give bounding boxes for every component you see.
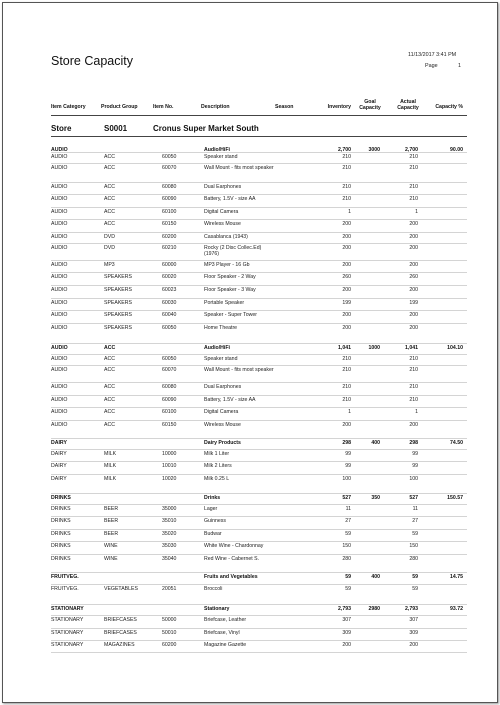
cell-inv: 200 <box>342 422 351 428</box>
cell-cat: AUDIO <box>51 274 68 280</box>
cell-inv: 99 <box>345 451 351 457</box>
cell-pct: 150.57 <box>447 495 463 501</box>
cell-no: 60040 <box>162 312 177 318</box>
cell-cat: FRUITVEG. <box>51 586 79 592</box>
row-divider <box>51 504 467 505</box>
row-divider <box>51 529 467 530</box>
row-divider <box>51 584 467 585</box>
cell-act: 11 <box>412 506 418 512</box>
cell-no: 35030 <box>162 543 177 549</box>
cell-pg: SPEAKERS <box>104 300 132 306</box>
cell-cat: DRINKS <box>51 506 71 512</box>
cell-pg: DVD <box>104 245 115 251</box>
cell-pg: ACC <box>104 184 115 190</box>
cell-act: 100 <box>409 476 418 482</box>
cell-inv: 260 <box>342 274 351 280</box>
cell-cat: STATIONARY <box>51 617 84 623</box>
cell-pg: ACC <box>104 356 115 362</box>
cell-pg: MAGAZINES <box>104 642 135 648</box>
cell-desc: Dual Earphones <box>204 184 242 190</box>
cell-cat: DRINKS <box>51 518 71 524</box>
row-divider <box>51 407 467 408</box>
cell-desc: Battery, 1.5V - size AA <box>204 397 256 403</box>
cell-act: 260 <box>409 274 418 280</box>
cell-cat: AUDIO <box>51 325 68 331</box>
cell-inv: 210 <box>342 196 351 202</box>
cell-inv: 2,793 <box>338 606 351 612</box>
cell-inv: 99 <box>345 463 351 469</box>
cell-pg: ACC <box>104 209 115 215</box>
row-divider <box>51 628 467 629</box>
row-divider <box>51 541 467 542</box>
cell-desc: Speaker - Super Tower <box>204 312 257 318</box>
report-datetime: 11/13/2017 3:41 PM <box>408 52 457 58</box>
row-divider <box>51 163 467 164</box>
cell-cat: AUDIO <box>51 397 68 403</box>
cell-inv: 200 <box>342 262 351 268</box>
cell-no: 35020 <box>162 531 177 537</box>
cell-pg: BRIEFCASES <box>104 617 137 623</box>
row-divider <box>51 382 467 383</box>
cell-cat: AUDIO <box>51 184 68 190</box>
cell-no: 60030 <box>162 300 177 306</box>
cell-act: 99 <box>412 451 418 457</box>
cell-cat: AUDIO <box>51 409 68 415</box>
cell-desc: Digital Camera <box>204 209 239 215</box>
col-item-category: Item Category <box>51 104 86 110</box>
cell-act: 27 <box>412 518 418 524</box>
cell-inv: 309 <box>342 630 351 636</box>
cell-cat: AUDIO <box>51 422 68 428</box>
cell-cat: AUDIO <box>51 356 68 362</box>
cell-pg: ACC <box>104 154 115 160</box>
cell-act: 99 <box>412 463 418 469</box>
cell-no: 60023 <box>162 287 177 293</box>
cell-no: 20051 <box>162 586 177 592</box>
header-rule <box>51 115 467 116</box>
cell-pg: BEER <box>104 518 119 524</box>
cell-inv: 150 <box>342 543 351 549</box>
cell-cat: DAIRY <box>51 451 67 457</box>
row-divider <box>51 365 467 366</box>
cell-desc: Budwar <box>204 531 222 537</box>
cell-pg: SPEAKERS <box>104 287 132 293</box>
cell-inv: 210 <box>342 384 351 390</box>
col-season: Season <box>275 104 294 110</box>
cell-act: 59 <box>412 574 418 580</box>
cell-act: 280 <box>409 556 418 562</box>
cell-act: 298 <box>409 440 418 446</box>
cell-cat: AUDIO <box>51 209 68 215</box>
col-inventory: Inventory <box>327 104 351 110</box>
cell-desc: Floor Speaker - 3 Way <box>204 287 256 293</box>
cell-no: 60150 <box>162 422 177 428</box>
store-rule <box>51 136 467 137</box>
cell-desc: Battery, 1.5V - size AA <box>204 196 256 202</box>
row-divider <box>51 354 467 355</box>
cell-cat: AUDIO <box>51 165 68 171</box>
cell-inv: 1 <box>348 409 351 415</box>
cell-pg: SPEAKERS <box>104 274 132 280</box>
cell-goal: 350 <box>371 495 380 501</box>
cell-desc: Stationary <box>204 606 230 612</box>
cell-no: 60150 <box>162 221 177 227</box>
cell-desc: White Wine - Chardonnay <box>204 543 264 549</box>
cell-goal: 3000 <box>368 147 380 153</box>
cell-act: 200 <box>409 312 418 318</box>
cell-act: 200 <box>409 642 418 648</box>
cell-no: 60070 <box>162 367 177 373</box>
cell-no: 10000 <box>162 451 177 457</box>
cell-no: 60080 <box>162 384 177 390</box>
cell-pct: 74.50 <box>450 440 463 446</box>
cell-act: 210 <box>409 165 418 171</box>
row-divider <box>51 343 467 344</box>
col-product-group: Product Group <box>101 104 138 110</box>
cell-desc: Milk 1 Liter <box>204 451 230 457</box>
row-divider <box>51 194 467 195</box>
cell-pg: ACC <box>104 409 115 415</box>
row-divider <box>51 438 467 439</box>
col-capacity-pct: Capacity % <box>435 104 463 110</box>
cell-desc: Portable Speaker <box>204 300 245 306</box>
row-divider <box>51 572 467 573</box>
column-headers <box>3 97 500 117</box>
cell-pg: ACC <box>104 221 115 227</box>
cell-pg: BEER <box>104 506 119 512</box>
row-divider <box>51 640 467 641</box>
cell-pg: MILK <box>104 463 117 469</box>
row-divider <box>51 182 467 183</box>
cell-no: 60200 <box>162 642 177 648</box>
cell-desc: Wireless Mouse <box>204 422 241 428</box>
cell-pg: ACC <box>104 196 115 202</box>
row-divider <box>51 243 467 244</box>
cell-desc: Magazine Gazette <box>204 642 247 648</box>
row-divider <box>51 420 467 421</box>
cell-cat: AUDIO <box>51 287 68 293</box>
cell-desc: Audio/HiFi <box>204 345 230 351</box>
cell-act: 200 <box>409 234 418 240</box>
cell-act: 2,793 <box>405 606 418 612</box>
cell-inv: 200 <box>342 312 351 318</box>
cell-desc: Drinks <box>204 495 221 501</box>
cell-desc: Guinness <box>204 518 226 524</box>
cell-inv: 307 <box>342 617 351 623</box>
cell-act: 59 <box>412 531 418 537</box>
cell-act: 150 <box>409 543 418 549</box>
cell-desc: Dairy Products <box>204 440 241 446</box>
row-divider <box>51 298 467 299</box>
cell-desc: Milk 2 Liters <box>204 463 232 469</box>
cell-inv: 280 <box>342 556 351 562</box>
cell-act: 309 <box>409 630 418 636</box>
row-divider <box>51 652 467 653</box>
cell-act: 1 <box>415 409 418 415</box>
cell-inv: 100 <box>342 476 351 482</box>
cell-act: 1 <box>415 209 418 215</box>
cell-desc: Audio/HiFi <box>204 147 230 153</box>
cell-desc: Wall Mount - fits most speaker <box>204 165 274 171</box>
cell-pct: 93.72 <box>450 606 463 612</box>
page-label: Page <box>425 63 438 69</box>
cell-no: 10020 <box>162 476 177 482</box>
cell-pg: ACC <box>104 367 115 373</box>
cell-no: 60050 <box>162 154 177 160</box>
row-divider <box>51 310 467 311</box>
cell-desc: Fruits and Vegetables <box>204 574 258 580</box>
cell-inv: 200 <box>342 234 351 240</box>
cell-act: 200 <box>409 325 418 331</box>
cell-pg: MILK <box>104 476 117 482</box>
cell-inv: 210 <box>342 184 351 190</box>
row-divider <box>51 461 467 462</box>
cell-inv: 59 <box>345 574 351 580</box>
row-divider <box>51 554 467 555</box>
cell-inv: 11 <box>345 506 351 512</box>
cell-desc: Red Wine - Cabernet S. <box>204 556 260 562</box>
cell-inv: 200 <box>342 221 351 227</box>
row-divider <box>51 232 467 233</box>
cell-pg: ACC <box>104 384 115 390</box>
cell-cat: DAIRY <box>51 463 67 469</box>
cell-goal: 400 <box>371 574 380 580</box>
cell-no: 60080 <box>162 184 177 190</box>
cell-desc: Speaker stand <box>204 356 238 362</box>
col-item-no: Item No. <box>153 104 174 110</box>
cell-act: 210 <box>409 154 418 160</box>
cell-inv: 1,041 <box>338 345 351 351</box>
cell-no: 60090 <box>162 397 177 403</box>
cell-no: 60200 <box>162 234 177 240</box>
cell-no: 60000 <box>162 262 177 268</box>
cell-act: 199 <box>409 300 418 306</box>
cell-inv: 200 <box>342 287 351 293</box>
cell-desc: Home Theatre <box>204 325 238 331</box>
cell-act: 307 <box>409 617 418 623</box>
cell-goal: 1000 <box>368 345 380 351</box>
cell-act: 59 <box>412 586 418 592</box>
cell-pct: 14.75 <box>450 574 463 580</box>
cell-act: 527 <box>409 495 418 501</box>
cell-cat: AUDIO <box>51 196 68 202</box>
cell-cat: DRINKS <box>51 495 71 501</box>
row-divider <box>51 615 467 616</box>
cell-desc: Milk 0.25 L <box>204 476 230 482</box>
cell-act: 200 <box>409 287 418 293</box>
cell-cat: AUDIO <box>51 312 68 318</box>
cell-cat: DAIRY <box>51 440 67 446</box>
cell-cat: STATIONARY <box>51 642 84 648</box>
cell-inv: 210 <box>342 367 351 373</box>
cell-inv: 1 <box>348 209 351 215</box>
cell-no: 10010 <box>162 463 177 469</box>
cell-no: 35010 <box>162 518 177 524</box>
cell-pg: DVD <box>104 234 115 240</box>
row-divider <box>51 152 467 153</box>
cell-pg: BRIEFCASES <box>104 630 137 636</box>
cell-pct: 104.10 <box>447 345 463 351</box>
col-actual-capacity: Actual Capacity <box>397 99 419 111</box>
row-divider <box>51 395 467 396</box>
row-divider <box>51 260 467 261</box>
cell-inv: 59 <box>345 531 351 537</box>
cell-pg: ACC <box>104 397 115 403</box>
store-code: S0001 <box>104 124 128 133</box>
cell-goal: 2980 <box>368 606 380 612</box>
cell-inv: 210 <box>342 165 351 171</box>
cell-cat: DRINKS <box>51 531 71 537</box>
cell-inv: 200 <box>342 325 351 331</box>
cell-desc: Wireless Mouse <box>204 221 241 227</box>
cell-inv: 200 <box>342 642 351 648</box>
cell-inv: 200 <box>342 245 351 251</box>
cell-pg: WINE <box>104 556 118 562</box>
cell-pg: SPEAKERS <box>104 312 132 318</box>
cell-pg: ACC <box>104 422 115 428</box>
cell-act: 2,700 <box>405 147 418 153</box>
cell-no: 60050 <box>162 356 177 362</box>
row-divider <box>51 449 467 450</box>
cell-no: 50000 <box>162 617 177 623</box>
cell-goal: 400 <box>371 440 380 446</box>
cell-cat: AUDIO <box>51 300 68 306</box>
cell-act: 210 <box>409 367 418 373</box>
cell-cat: DAIRY <box>51 476 67 482</box>
row-divider <box>51 516 467 517</box>
cell-act: 210 <box>409 384 418 390</box>
cell-inv: 2,700 <box>338 147 351 153</box>
cell-desc: Casablanca (1943) <box>204 234 248 240</box>
cell-act: 200 <box>409 245 418 251</box>
cell-inv: 298 <box>342 440 351 446</box>
cell-cat: AUDIO <box>51 147 68 153</box>
cell-pct: 90.00 <box>450 147 463 153</box>
report-title: Store Capacity <box>51 54 133 68</box>
cell-pg: BEER <box>104 531 119 537</box>
cell-pg: VEGETABLES <box>104 586 138 592</box>
cell-inv: 527 <box>342 495 351 501</box>
cell-pg: WINE <box>104 543 118 549</box>
cell-act: 210 <box>409 184 418 190</box>
cell-cat: STATIONARY <box>51 606 84 612</box>
row-divider <box>51 323 467 324</box>
cell-inv: 210 <box>342 356 351 362</box>
row-divider <box>51 285 467 286</box>
cell-desc: Briefcase, Leather <box>204 617 247 623</box>
cell-pg: MP3 <box>104 262 115 268</box>
cell-no: 60210 <box>162 245 177 251</box>
row-divider <box>51 493 467 494</box>
cell-no: 60100 <box>162 409 177 415</box>
cell-act: 200 <box>409 422 418 428</box>
cell-no: 60020 <box>162 274 177 280</box>
row-divider <box>51 207 467 208</box>
cell-act: 210 <box>409 196 418 202</box>
col-description: Description <box>201 104 230 110</box>
cell-desc: Dual Earphones <box>204 384 242 390</box>
cell-pg: ACC <box>104 345 116 351</box>
cell-no: 60070 <box>162 165 177 171</box>
cell-inv: 199 <box>342 300 351 306</box>
cell-pg: SPEAKERS <box>104 325 132 331</box>
cell-desc: Briefcase, Vinyl <box>204 630 240 636</box>
cell-desc: Rocky (2 Disc Collec.Ed) (1976) <box>204 245 262 257</box>
report-page <box>2 2 498 703</box>
cell-cat: AUDIO <box>51 234 68 240</box>
cell-desc: Floor Speaker - 2 Way <box>204 274 256 280</box>
cell-cat: STATIONARY <box>51 630 84 636</box>
cell-cat: AUDIO <box>51 367 68 373</box>
row-divider <box>51 604 467 605</box>
cell-desc: MP3 Player - 16 Gb <box>204 262 250 268</box>
row-divider <box>51 474 467 475</box>
cell-no: 60050 <box>162 325 177 331</box>
cell-cat: AUDIO <box>51 221 68 227</box>
cell-no: 50010 <box>162 630 177 636</box>
cell-cat: DRINKS <box>51 543 71 549</box>
cell-act: 200 <box>409 221 418 227</box>
row-divider <box>51 272 467 273</box>
cell-desc: Speaker stand <box>204 154 238 160</box>
cell-inv: 27 <box>345 518 351 524</box>
col-goal-capacity: Goal Capacity <box>359 99 381 111</box>
cell-no: 60100 <box>162 209 177 215</box>
cell-no: 35000 <box>162 506 177 512</box>
cell-cat: FRUITVEG. <box>51 574 79 580</box>
cell-cat: DRINKS <box>51 556 71 562</box>
cell-act: 210 <box>409 356 418 362</box>
cell-cat: AUDIO <box>51 262 68 268</box>
page-number: 1 <box>458 63 461 69</box>
cell-desc: Broccoli <box>204 586 223 592</box>
cell-no: 60090 <box>162 196 177 202</box>
cell-cat: AUDIO <box>51 245 68 251</box>
cell-desc: Lager <box>204 506 218 512</box>
cell-inv: 59 <box>345 586 351 592</box>
cell-act: 200 <box>409 262 418 268</box>
cell-no: 35040 <box>162 556 177 562</box>
store-name: Cronus Super Market South <box>153 124 259 133</box>
cell-cat: AUDIO <box>51 384 68 390</box>
cell-inv: 210 <box>342 397 351 403</box>
cell-cat: AUDIO <box>51 154 68 160</box>
cell-cat: AUDIO <box>51 345 68 351</box>
row-divider <box>51 219 467 220</box>
cell-desc: Wall Mount - fits most speaker <box>204 367 274 373</box>
cell-desc: Digital Camera <box>204 409 239 415</box>
cell-pg: MILK <box>104 451 117 457</box>
cell-act: 210 <box>409 397 418 403</box>
cell-inv: 210 <box>342 154 351 160</box>
store-label: Store <box>51 124 72 133</box>
cell-act: 1,041 <box>405 345 418 351</box>
cell-pg: ACC <box>104 165 115 171</box>
